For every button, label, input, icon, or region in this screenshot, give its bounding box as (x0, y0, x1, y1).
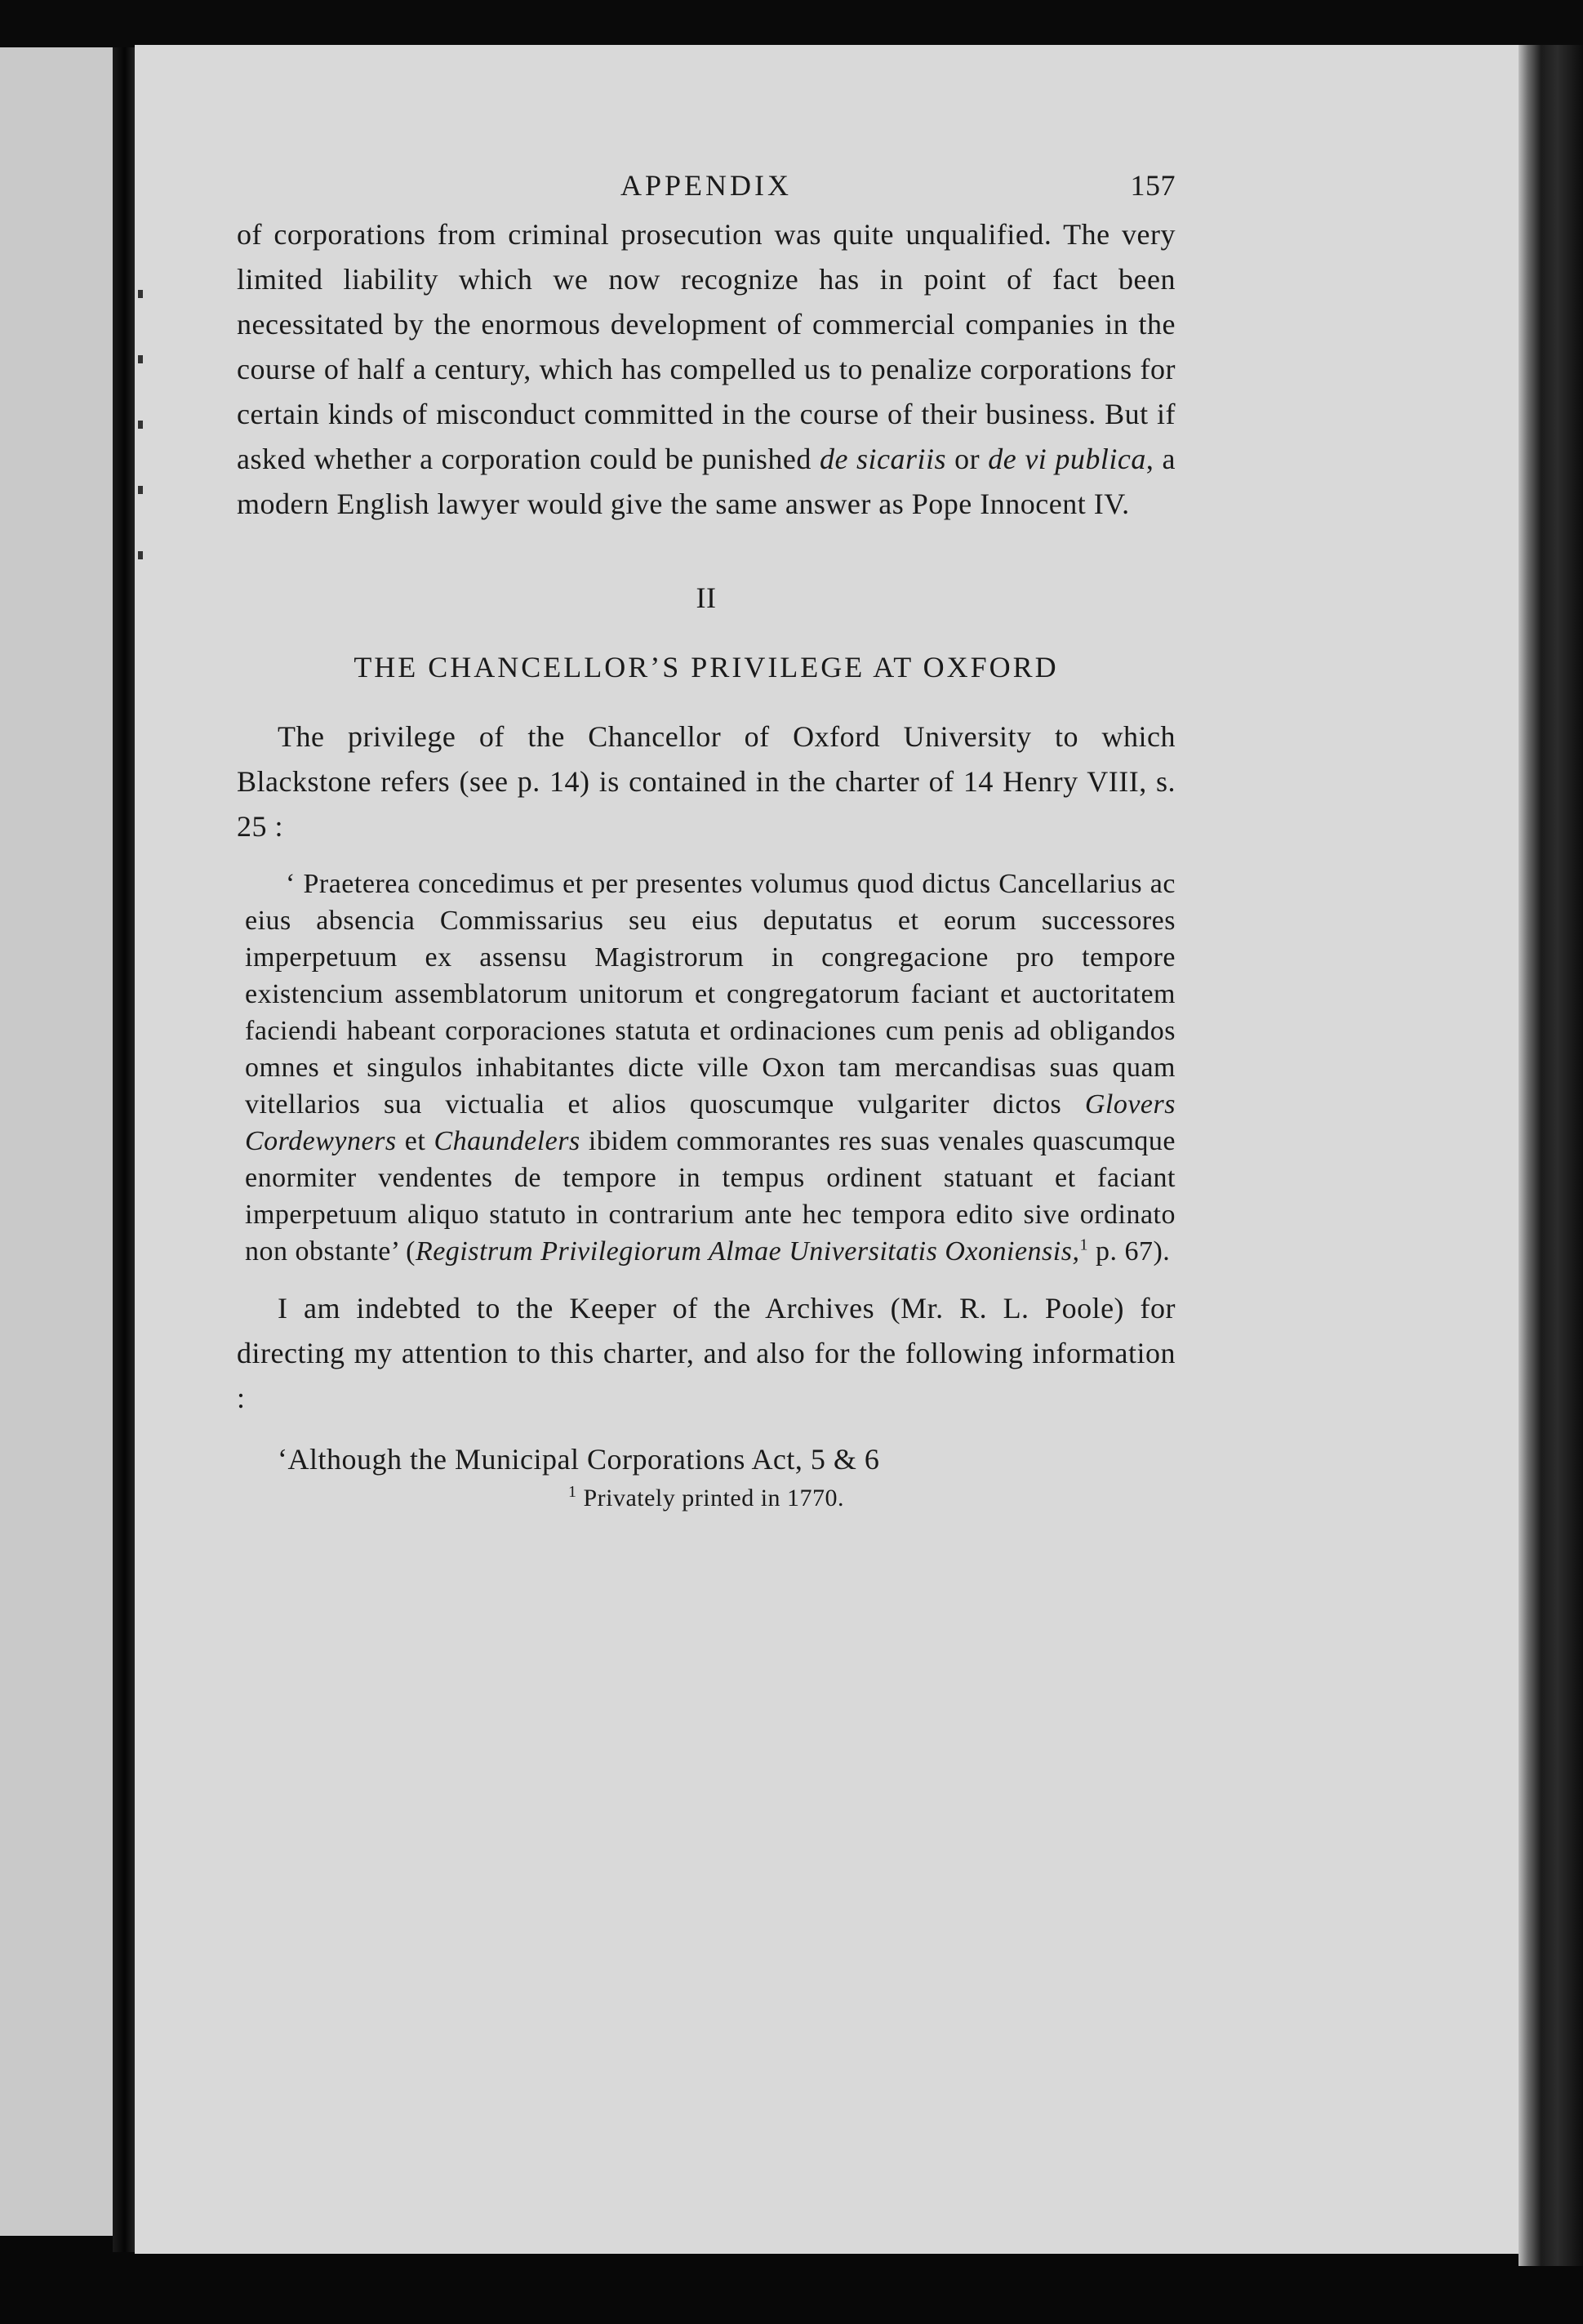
quote-text: ‘ Praeterea concedimus et per presentes volumus quod dictus Cancellarius ac eius absencia Commissarius seu eius deputatus et eorum successores imperpetuum ex assensu Magistrorum in congregacione pro tempore existencium assemblatorum unitorum et congregatorum faciant et auctoritatem faciendi habeant corporaciones statuta et ordinaciones cum penis ad obligandos omnes et singulos inhabitantes dicte ville Oxon tam mercandisas suas quam vitellarios sua victualia et alios quoscumque vulgariter dictos Glovers Cordewyners et Chaundelers ibidem commorantes res suas venales quascumque enormiter vendentes de tempore in tempus ordinent statuant et faciant imperpetuum aliquo statuto in contrarium ante hec tempora edito sive ordinato non obstante’ (Registrum Privilegiorum Almae Universitatis Oxoniensis,$^1$ p. 67). (245, 869, 1176, 1267)
running-head-title: APPENDIX (620, 169, 792, 202)
page-edge-marks (135, 290, 145, 698)
italic-citation: Registrum Privilegiorum Almae Universitatis Oxoniensis, (415, 1236, 1080, 1267)
italic-phrase: Glovers Cordewyners (245, 1089, 1176, 1156)
facing-page-edge (0, 47, 114, 2236)
italic-phrase: de vi publica (988, 443, 1146, 475)
footnote-text: Privately printed in 1770. (583, 1485, 845, 1511)
italic-phrase: de sicariis (819, 443, 947, 475)
running-head (237, 163, 1176, 212)
paragraph-2: The privilege of the Chancellor of Oxford University to which Blackstone refers (see p. 14) is contained in the charter of 14 Henry VIII, s. 25 : (237, 720, 1176, 843)
page-content (237, 163, 1176, 1515)
footnote-number: 1 (567, 1483, 577, 1501)
paragraph-3: I am indebted to the Keeper of the Archives (Mr. R. L. Poole) for directing my attention to this charter, and also for the following information : (237, 1292, 1176, 1414)
block-quote (245, 866, 1176, 1270)
section-number: II (696, 581, 717, 614)
page-stack-edge (1519, 45, 1583, 2266)
page-number: 157 (1130, 169, 1176, 202)
footnote-mark: 1 (1079, 1235, 1088, 1254)
paragraph-1: of corporations from criminal prosecution was quite unqualified. The very limited liability which we now recognize has in point of fact been necessitated by the enormous development of commercial companies in the course of half a century, which has compelled us to penalize corporations for certain kinds of misconduct committed in the course of their business. But if asked whether a corporation could be punished de sicariis or de vi publica, a modern English lawyer would give the same answer as Pope Innocent IV. (237, 218, 1176, 520)
book-gutter (113, 47, 137, 2252)
italic-phrase: Chaundelers (434, 1126, 580, 1156)
scanner-border (0, 0, 1583, 49)
section-title: THE CHANCELLOR’S PRIVILEGE AT OXFORD (354, 651, 1059, 683)
footnote (237, 1482, 1176, 1515)
paragraph-4: ‘Although the Municipal Corporations Act, 5 & 6 (278, 1443, 880, 1476)
